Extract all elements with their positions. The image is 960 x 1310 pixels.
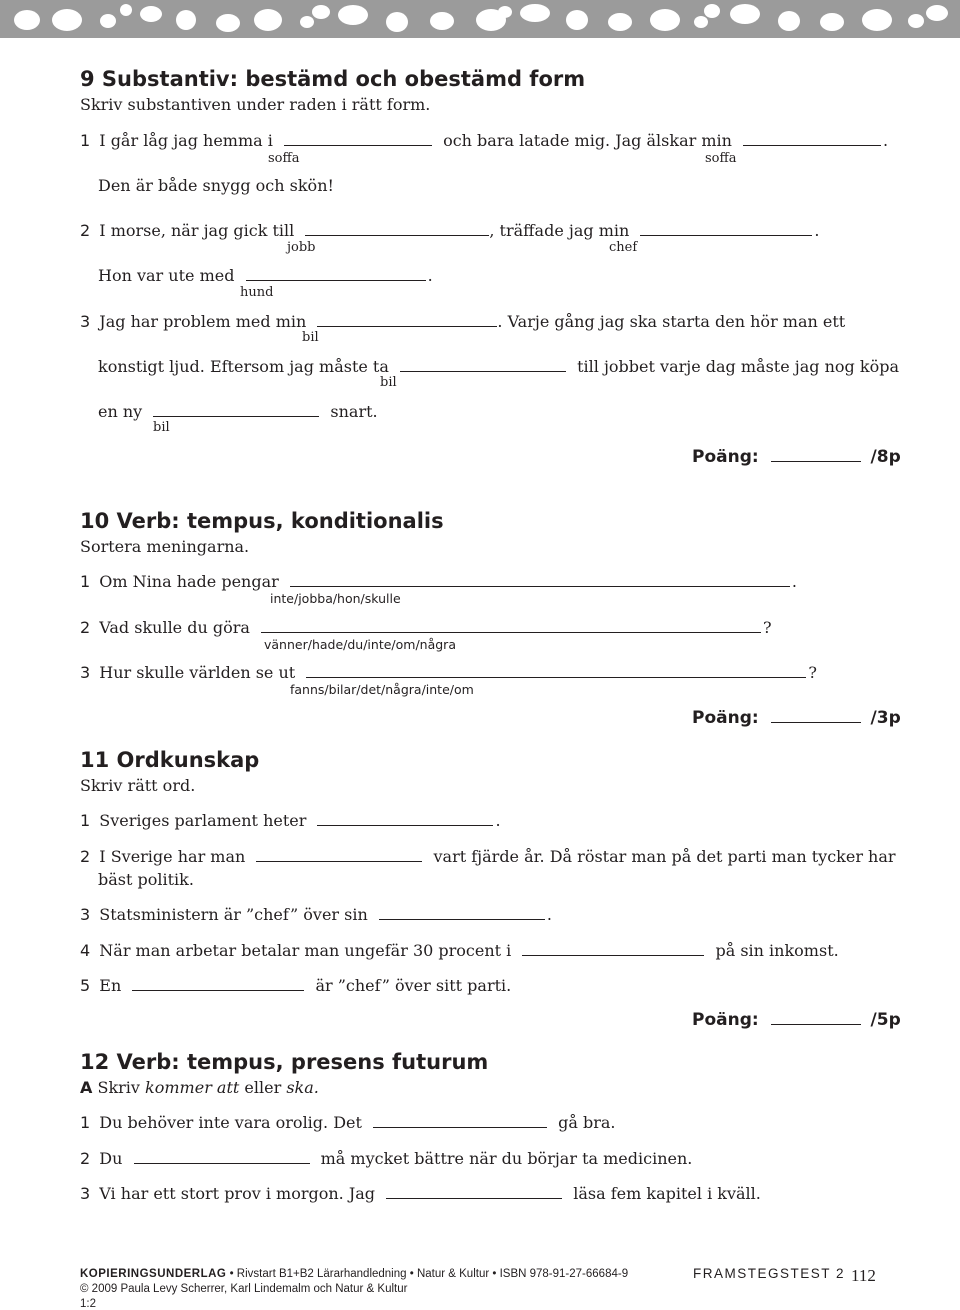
text: och bara latade mig. Jag älskar min bbox=[443, 131, 732, 150]
decor-blob bbox=[176, 10, 196, 30]
answer-blank[interactable] bbox=[522, 954, 704, 956]
hint-word: bil bbox=[153, 420, 170, 435]
score-blank[interactable] bbox=[771, 460, 861, 462]
decor-blob bbox=[926, 5, 948, 21]
s10-item-3 bbox=[80, 663, 817, 682]
decor-blob bbox=[300, 16, 314, 28]
decor-blob bbox=[430, 12, 454, 30]
text: . bbox=[883, 131, 889, 150]
section-11-heading: 11 Ordkunskap bbox=[80, 748, 260, 772]
decor-blob bbox=[650, 9, 680, 31]
decor-blob bbox=[120, 4, 132, 16]
item-number: 1 bbox=[80, 572, 91, 591]
answer-blank[interactable] bbox=[134, 1162, 310, 1164]
s12-item-2 bbox=[80, 1149, 692, 1168]
text: ? bbox=[763, 618, 772, 637]
decor-blob bbox=[52, 9, 82, 31]
text: ? bbox=[808, 663, 817, 682]
answer-blank[interactable] bbox=[132, 989, 304, 991]
section-9-instruction: Skriv substantiven under raden i rätt form. bbox=[80, 95, 431, 114]
text: . Varje gång jag ska starta den hör man ett bbox=[497, 312, 846, 331]
text: I Sverige har man bbox=[99, 847, 246, 866]
hint-word: bil bbox=[302, 330, 319, 345]
top-decoration-bar bbox=[0, 0, 960, 38]
answer-blank[interactable] bbox=[640, 234, 812, 236]
decor-blob bbox=[312, 5, 330, 19]
decor-blob bbox=[778, 11, 800, 31]
text: En bbox=[99, 976, 122, 995]
s9-item-1-cont: Den är både snygg och skön! bbox=[98, 176, 334, 195]
score-max: /5p bbox=[870, 1010, 901, 1030]
decor-blob bbox=[566, 10, 588, 30]
score-box bbox=[692, 708, 901, 728]
answer-blank[interactable] bbox=[306, 676, 806, 678]
text: Skriv bbox=[97, 1078, 140, 1097]
score-label: Poäng: bbox=[692, 447, 759, 467]
answer-blank[interactable] bbox=[305, 234, 489, 236]
item-number: 2 bbox=[80, 618, 91, 637]
score-blank[interactable] bbox=[771, 1023, 861, 1025]
s9-item-3-cont2 bbox=[98, 402, 378, 421]
decor-blob bbox=[862, 9, 892, 31]
text: När man arbetar betalar man ungefär 30 procent i bbox=[99, 941, 512, 960]
text: Statsministern är ”chef” över sin bbox=[99, 905, 368, 924]
s9-item-3-cont bbox=[98, 357, 899, 376]
text: Jag har problem med min bbox=[99, 312, 307, 331]
decor-blob bbox=[704, 4, 720, 18]
text: Du bbox=[99, 1149, 123, 1168]
text: . bbox=[495, 811, 501, 830]
section-10-instruction: Sortera meningarna. bbox=[80, 537, 250, 556]
score-label: Poäng: bbox=[692, 708, 759, 728]
decor-blob bbox=[908, 14, 924, 28]
text: kommer att bbox=[145, 1078, 240, 1097]
section-11-instruction: Skriv rätt ord. bbox=[80, 776, 196, 795]
score-label: Poäng: bbox=[692, 1010, 759, 1030]
decor-blob bbox=[216, 14, 240, 32]
hint-words: vänner/hade/du/inte/om/några bbox=[264, 637, 456, 652]
text: , träffade jag min bbox=[489, 221, 630, 240]
s9-item-3 bbox=[80, 312, 845, 331]
answer-blank[interactable] bbox=[284, 144, 432, 146]
answer-blank[interactable] bbox=[317, 325, 497, 327]
item-number: 3 bbox=[80, 1184, 91, 1203]
section-10-heading: 10 Verb: tempus, konditionalis bbox=[80, 509, 444, 533]
answer-blank[interactable] bbox=[246, 279, 426, 281]
answer-blank[interactable] bbox=[386, 1197, 562, 1199]
item-number: 2 bbox=[80, 1149, 91, 1168]
item-number: 1 bbox=[80, 131, 91, 150]
footer-line-1 bbox=[80, 1268, 628, 1280]
decor-blob bbox=[386, 12, 408, 32]
answer-blank[interactable] bbox=[400, 370, 566, 372]
page-number: 112 bbox=[851, 1266, 876, 1285]
decor-blob bbox=[140, 6, 162, 22]
text: . bbox=[427, 266, 433, 285]
answer-blank[interactable] bbox=[743, 144, 881, 146]
decor-blob bbox=[254, 9, 282, 31]
text: Vad skulle du göra bbox=[99, 618, 250, 637]
text: må mycket bättre när du börjar ta medicinen. bbox=[320, 1149, 693, 1168]
text: snart. bbox=[330, 402, 378, 421]
s11-item-1 bbox=[80, 811, 501, 830]
answer-blank[interactable] bbox=[261, 631, 761, 633]
hint-word: hund bbox=[240, 285, 274, 300]
item-number: 1 bbox=[80, 1113, 91, 1132]
answer-blank[interactable] bbox=[373, 1126, 547, 1128]
test-label: FRAMSTEGSTEST 2 bbox=[693, 1266, 846, 1281]
text: Om Nina hade pengar bbox=[99, 572, 279, 591]
answer-blank[interactable] bbox=[379, 918, 545, 920]
s9-item-2-cont bbox=[98, 266, 433, 285]
answer-blank[interactable] bbox=[290, 585, 790, 587]
s11-item-2 bbox=[80, 847, 896, 866]
score-box bbox=[692, 447, 901, 467]
decor-blob bbox=[14, 10, 40, 30]
footer-label: KOPIERINGSUNDERLAG bbox=[80, 1268, 227, 1280]
text: I morse, när jag gick till bbox=[99, 221, 295, 240]
hint-word: chef bbox=[609, 240, 638, 255]
score-max: /3p bbox=[870, 708, 901, 728]
hint-word: soffa bbox=[705, 151, 737, 166]
item-number: 1 bbox=[80, 811, 91, 830]
s9-item-1 bbox=[80, 131, 888, 150]
text: I går låg jag hemma i bbox=[99, 131, 273, 150]
item-number: 3 bbox=[80, 905, 91, 924]
s12-item-3 bbox=[80, 1184, 761, 1203]
item-number: 2 bbox=[80, 847, 91, 866]
text: Vi har ett stort prov i morgon. Jag bbox=[99, 1184, 376, 1203]
text: Hur skulle världen se ut bbox=[99, 663, 296, 682]
s10-item-2 bbox=[80, 618, 772, 637]
answer-blank[interactable] bbox=[256, 860, 422, 862]
hint-word: bil bbox=[380, 375, 397, 390]
decor-blob bbox=[520, 4, 550, 22]
text: . bbox=[791, 572, 797, 591]
text: eller bbox=[244, 1078, 282, 1097]
decor-blob bbox=[100, 14, 116, 28]
score-box bbox=[692, 1010, 901, 1030]
footer-code: 1:2 bbox=[80, 1298, 96, 1310]
footer-copyright: © 2009 Paula Levy Scherrer, Karl Lindemalm och Natur & Kultur bbox=[80, 1283, 408, 1295]
hint-words: inte/jobba/hon/skulle bbox=[270, 591, 401, 606]
s10-item-1 bbox=[80, 572, 797, 591]
text: på sin inkomst. bbox=[715, 941, 839, 960]
text: . bbox=[546, 905, 552, 924]
item-number: 4 bbox=[80, 941, 91, 960]
s11-item-2-cont: bäst politik. bbox=[98, 870, 194, 889]
item-number: 2 bbox=[80, 221, 91, 240]
section-12-instruction bbox=[80, 1078, 319, 1097]
text: Sveriges parlament heter bbox=[99, 811, 307, 830]
hint-word: soffa bbox=[268, 151, 300, 166]
score-max: /8p bbox=[870, 447, 901, 467]
text: gå bra. bbox=[558, 1113, 616, 1132]
text: är ”chef” över sitt parti. bbox=[315, 976, 512, 995]
s11-item-4 bbox=[80, 941, 839, 960]
text: Hon var ute med bbox=[98, 266, 235, 285]
decor-blob bbox=[338, 5, 368, 25]
answer-blank[interactable] bbox=[153, 415, 319, 417]
text: Du behöver inte vara orolig. Det bbox=[99, 1113, 362, 1132]
item-number: 3 bbox=[80, 663, 91, 682]
s11-item-5 bbox=[80, 976, 511, 995]
text: ska. bbox=[286, 1078, 319, 1097]
answer-blank[interactable] bbox=[317, 824, 493, 826]
text: till jobbet varje dag måste jag nog köpa bbox=[577, 357, 899, 376]
text: en ny bbox=[98, 402, 143, 421]
text: läsa fem kapitel i kväll. bbox=[573, 1184, 761, 1203]
decor-blob bbox=[820, 13, 844, 31]
hint-word: jobb bbox=[287, 240, 316, 255]
footer-info: • Rivstart B1+B2 Lärarhandledning • Natur & Kultur • ISBN 978-91-27-66684-9 bbox=[229, 1268, 629, 1280]
decor-blob bbox=[730, 4, 760, 24]
text: konstigt ljud. Eftersom jag måste ta bbox=[98, 357, 389, 376]
decor-blob bbox=[498, 6, 512, 18]
text: vart fjärde år. Då röstar man på det parti man tycker har bbox=[433, 847, 896, 866]
s11-item-3 bbox=[80, 905, 552, 924]
hint-words: fanns/bilar/det/några/inte/om bbox=[290, 682, 474, 697]
decor-blob bbox=[608, 13, 632, 31]
part-label: A bbox=[80, 1078, 93, 1097]
section-9-heading: 9 Substantiv: bestämd och obestämd form bbox=[80, 67, 586, 91]
s12-item-1 bbox=[80, 1113, 616, 1132]
decor-blob bbox=[694, 16, 708, 28]
s9-item-2 bbox=[80, 221, 819, 240]
section-12-heading: 12 Verb: tempus, presens futurum bbox=[80, 1050, 489, 1074]
item-number: 5 bbox=[80, 976, 91, 995]
text: . bbox=[814, 221, 820, 240]
item-number: 3 bbox=[80, 312, 91, 331]
score-blank[interactable] bbox=[771, 721, 861, 723]
